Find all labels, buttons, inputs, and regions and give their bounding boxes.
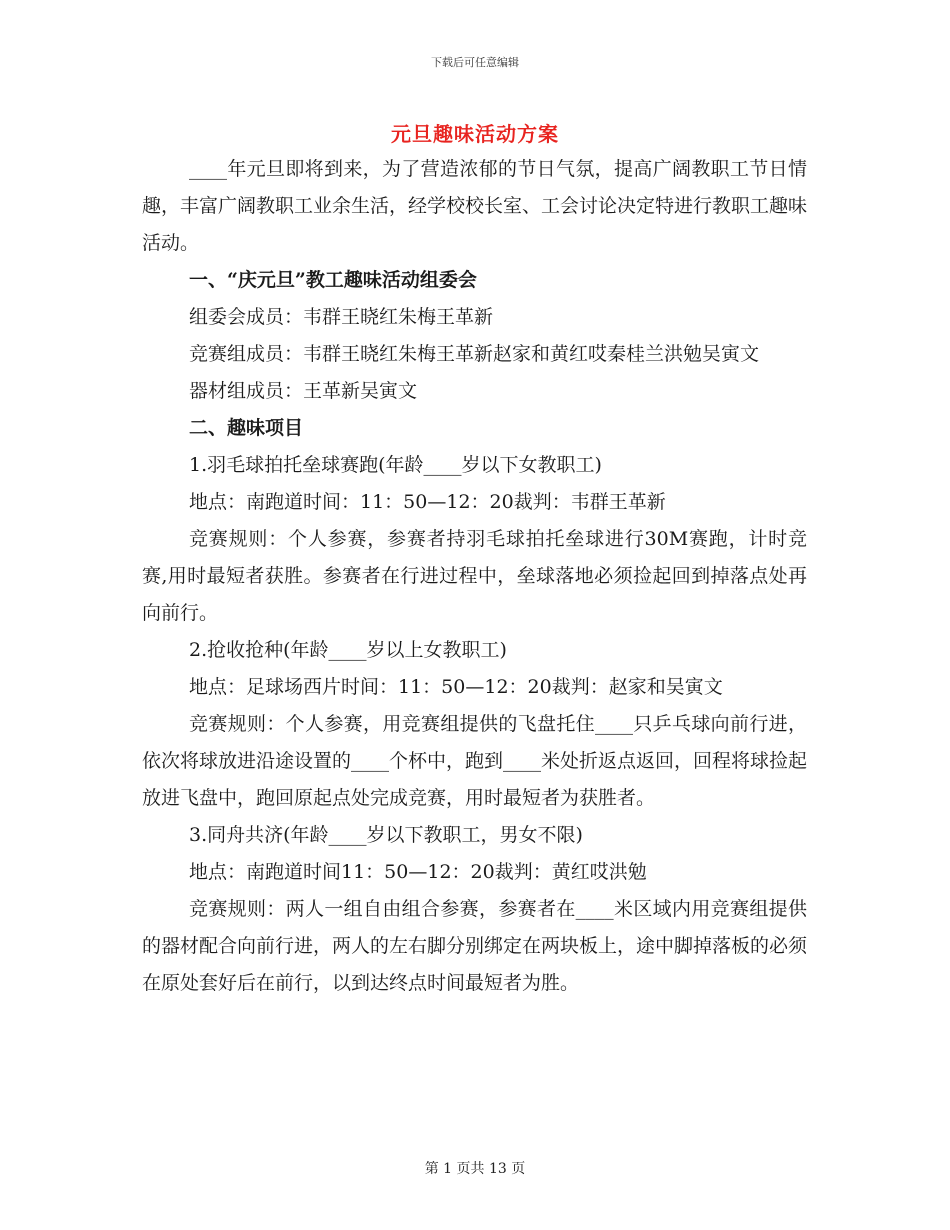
section-heading-committee: 一、“庆元旦”教工趣味活动组委会 <box>189 269 477 291</box>
event-3-title: 3.同舟共济(年龄____岁以下教职工，男女不限) <box>189 824 583 846</box>
event-2-info: 地点：足球场西片时间：11：50—12：20裁判：赵家和吴寅文 <box>189 676 723 698</box>
event-2-rules: 竞赛规则：个人参赛，用竞赛组提供的飞盘托住____只乒乓球向前行进，依次将球放进沿途设置的____个杯中，跑到____米处折返点返回，回程将球捡起放进飞盘中，跑回原起点处完成竞赛，用时最短者为获胜者。 <box>142 713 808 809</box>
page-header: 下载后可任意编辑 <box>431 56 519 69</box>
equipment-members: 器材组成员：王革新吴寅文 <box>189 380 418 402</box>
competition-members: 竞赛组成员：韦群王晓红朱梅王革新赵家和黄红哎秦桂兰洪勉吴寅文 <box>189 343 760 365</box>
document-title: 元旦趣味活动方案 <box>391 122 559 146</box>
event-3-rules: 竞赛规则：两人一组自由组合参赛，参赛者在____米区域内用竞赛组提供的器材配合向前行进，两人的左右脚分别绑定在两块板上，途中脚掉落板的必须在原处套好后在前行，以到达终点时间最短者为胜。 <box>142 898 808 994</box>
document-body <box>142 151 807 1002</box>
committee-members: 组委会成员：韦群王晓红朱梅王革新 <box>189 306 494 328</box>
event-1-info: 地点：南跑道时间：11：50—12：20裁判：韦群王革新 <box>189 491 666 513</box>
event-2-title: 2.抢收抢种(年龄____岁以上女教职工) <box>189 639 507 661</box>
intro-paragraph: ____年元旦即将到来，为了营造浓郁的节日气氛，提高广阔教职工节日情趣，丰富广阔教职工业余生活，经学校校长室、工会讨论决定特进行教职工趣味活动。 <box>142 158 808 254</box>
event-1-rules: 竞赛规则：个人参赛，参赛者持羽毛球拍托垒球进行30M赛跑，计时竞赛,用时最短者获胜。参赛者在行进过程中，垒球落地必须捡起回到掉落点处再向前行。 <box>142 528 807 624</box>
section-heading-events: 二、趣味项目 <box>189 417 304 439</box>
event-3-info: 地点：南跑道时间11：50—12：20裁判：黄红哎洪勉 <box>189 861 647 883</box>
event-1-title: 1.羽毛球拍托垒球赛跑(年龄____岁以下女教职工) <box>189 454 602 476</box>
page-footer: 第 1 页共 13 页 <box>424 1161 526 1177</box>
